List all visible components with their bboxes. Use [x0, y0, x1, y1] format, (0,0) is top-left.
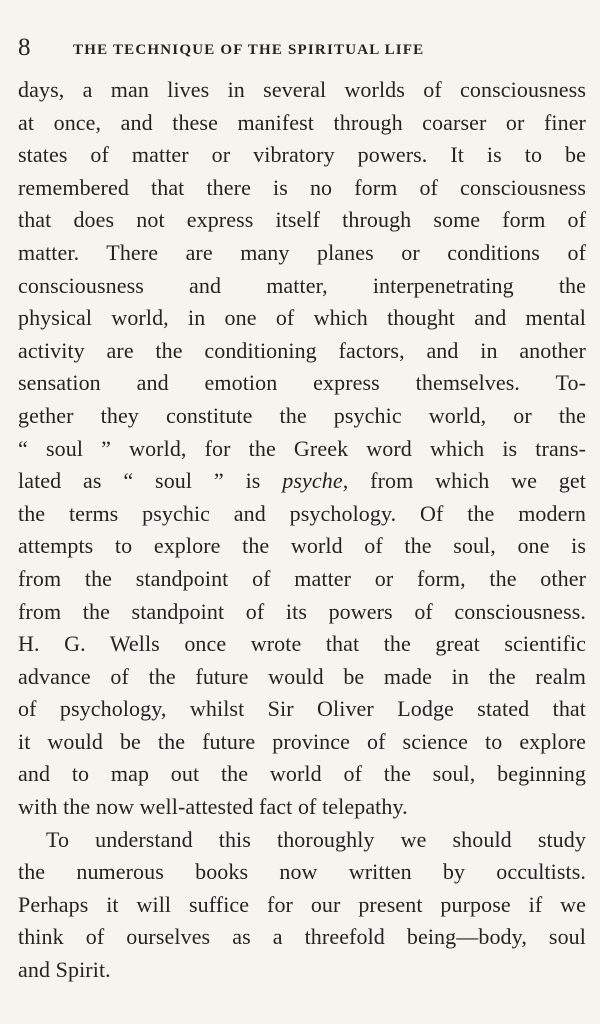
- text-line: from the standpoint of matter or form, the other: [18, 565, 586, 591]
- text-line: with the now well-attested fact of telepathy.: [18, 794, 408, 820]
- text-line: that does not express itself through some form of: [18, 207, 586, 233]
- text-line: activity are the conditioning factors, and in another: [18, 337, 586, 363]
- paragraph-2: [18, 824, 586, 987]
- text-line: and Spirit.: [18, 957, 111, 983]
- running-head: THE TECHNIQUE OF THE SPIRITUAL LIFE: [73, 42, 425, 58]
- text-line-with-italic: [18, 465, 586, 498]
- italic-word: psyche,: [282, 468, 349, 494]
- text-line: To understand this thoroughly we should study: [46, 826, 586, 852]
- text-line: it would be the future province of science to explore: [18, 728, 586, 754]
- body-text: [18, 74, 586, 987]
- text-line: gether they constitute the psychic world, or the: [18, 402, 586, 428]
- text-line: remembered that there is no form of consciousness: [18, 174, 586, 200]
- text-line: days, a man lives in several worlds of consciousness: [18, 77, 586, 102]
- paragraph-1: [18, 74, 586, 824]
- text-line: of psychology, whilst Sir Oliver Lodge stated that: [18, 696, 586, 722]
- text-line: and to map out the world of the soul, beginning: [18, 761, 586, 787]
- line-text-after: from which we get: [348, 468, 587, 494]
- text-line: at once, and these manifest through coarser or finer: [18, 109, 586, 135]
- text-line: sensation and emotion express themselves. To-: [18, 370, 586, 396]
- text-line: states of matter or vibratory powers. It is to be: [18, 142, 586, 168]
- text-line: from the standpoint of its powers of consciousness.: [18, 598, 586, 624]
- page-number: 8: [18, 34, 31, 61]
- page-header: [18, 34, 586, 64]
- text-line: physical world, in one of which thought and mental: [18, 305, 586, 331]
- line-text-before: lated as “ soul ” is: [18, 468, 283, 494]
- text-line: attempts to explore the world of the soul, one is: [18, 533, 586, 559]
- text-line: matter. There are many planes or conditions of: [18, 239, 586, 265]
- text-line: H. G. Wells once wrote that the great scientific: [18, 631, 586, 657]
- text-line: Perhaps it will suffice for our present purpose if we: [18, 891, 586, 917]
- text-line: the numerous books now written by occultists.: [18, 859, 586, 885]
- text-line: the terms psychic and psychology. Of the modern: [18, 500, 586, 526]
- text-line: think of ourselves as a threefold being—body, soul: [18, 924, 586, 950]
- text-line: consciousness and matter, interpenetrating the: [18, 272, 586, 298]
- text-line: “ soul ” world, for the Greek word which is trans-: [18, 435, 586, 461]
- text-line: advance of the future would be made in the realm: [18, 663, 586, 689]
